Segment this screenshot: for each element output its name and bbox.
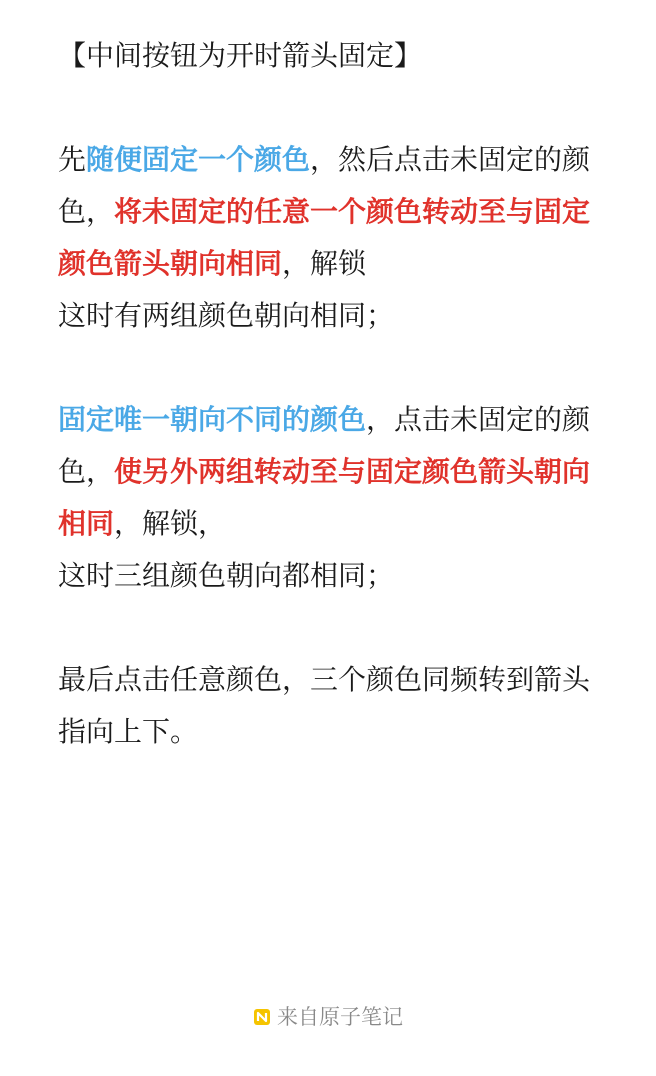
step2-highlight-blue: 固定唯一朝向不同的颜色 (58, 403, 367, 436)
step1-text-a: 先 (58, 143, 87, 176)
spacer (58, 82, 608, 134)
note-content (58, 30, 608, 758)
note-title: 【中间按钮为开时箭头固定】 (58, 39, 423, 72)
step1-text-b: ，然后点击未固定的颜色， (58, 143, 591, 228)
step1-text-c: ，解锁 (282, 247, 367, 280)
step1-highlight-red: 将未固定的任意一个颜色转动至与固定颜色箭头朝向相同 (58, 195, 591, 280)
note-app-logo-icon (253, 1008, 271, 1026)
step2-text-b: ，解锁， (114, 507, 227, 540)
footer-text: 来自原子笔记 (277, 1005, 403, 1029)
step1-paragraph (58, 134, 608, 290)
step1-highlight-blue: 随便固定一个颜色 (86, 143, 311, 176)
step2-result: 这时三组颜色朝向都相同； (58, 559, 395, 592)
footer-attribution (0, 1002, 656, 1034)
step3-paragraph: 最后点击任意颜色，三个颜色同频转到箭头指向上下。 (58, 663, 591, 748)
spacer (58, 342, 608, 394)
spacer (58, 602, 608, 654)
step2-text-a: ，点击未固定的颜色， (58, 403, 591, 488)
step1-result: 这时有两组颜色朝向相同； (58, 299, 395, 332)
step2-highlight-red: 使另外两组转动至与固定颜色箭头朝向相同 (58, 455, 591, 540)
footer-inner (253, 1002, 403, 1032)
step2-paragraph (58, 394, 608, 550)
